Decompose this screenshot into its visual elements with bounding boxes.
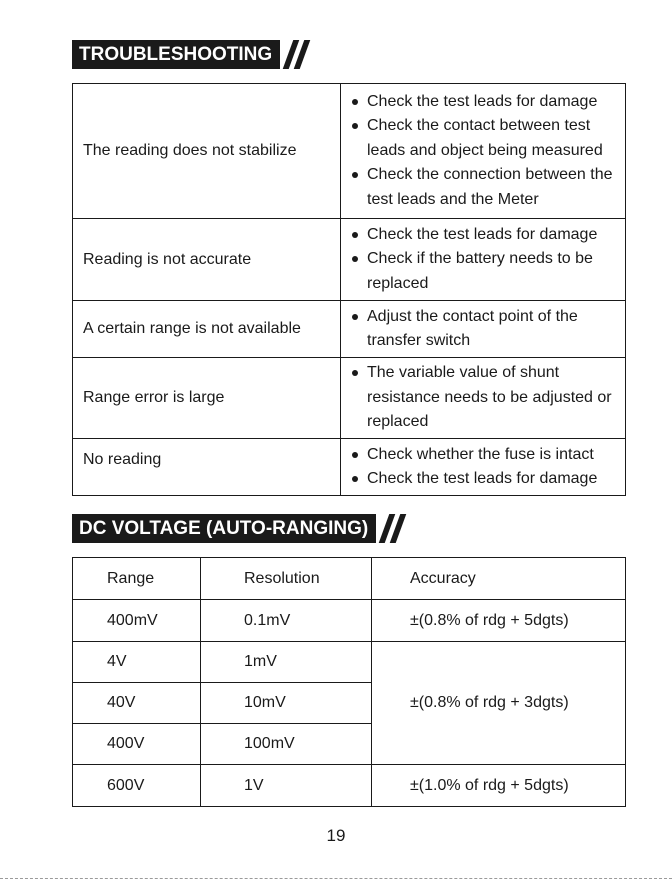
solution-cell [341, 439, 626, 496]
range-cell: 400mV [73, 600, 201, 642]
page-number: 19 [326, 826, 346, 845]
solution-list [351, 305, 619, 354]
solution-list [351, 361, 619, 434]
dc-voltage-title: DC VOLTAGE (AUTO-RANGING) [72, 514, 376, 543]
solution-list [351, 223, 619, 296]
resolution-cell: 1V [201, 765, 372, 807]
table-row [73, 358, 626, 439]
troubleshooting-title: TROUBLESHOOTING [72, 40, 280, 69]
table-header-row [73, 558, 626, 600]
solution-cell [341, 84, 626, 219]
accuracy-cell: ±(0.8% of rdg + 3dgts) [372, 642, 626, 765]
problem-cell: Range error is large [73, 358, 341, 439]
solution-list [351, 90, 619, 212]
solution-item: Check the contact between test leads and object being measured [351, 114, 619, 163]
range-cell: 600V [73, 765, 201, 807]
header-accuracy: Accuracy [372, 558, 626, 600]
table-row [73, 642, 626, 683]
problem-cell: The reading does not stabilize [73, 84, 341, 219]
resolution-cell: 0.1mV [201, 600, 372, 642]
table-row [73, 84, 626, 219]
dc-voltage-heading [72, 514, 406, 543]
solution-item: Check the connection between the test leads and the Meter [351, 163, 619, 212]
heading-slash-decoration [288, 40, 310, 69]
table-row [73, 219, 626, 301]
resolution-cell: 10mV [201, 683, 372, 724]
dc-voltage-table [72, 557, 626, 807]
resolution-cell: 1mV [201, 642, 372, 683]
table-row [73, 301, 626, 358]
accuracy-cell: ±(0.8% of rdg + 5dgts) [372, 600, 626, 642]
solution-item: Check the test leads for damage [351, 223, 619, 247]
problem-cell: Reading is not accurate [73, 219, 341, 301]
table-row [73, 765, 626, 807]
troubleshooting-heading [72, 40, 310, 69]
problem-cell: No reading [73, 439, 341, 496]
solution-cell [341, 219, 626, 301]
solution-cell [341, 301, 626, 358]
accuracy-cell: ±(1.0% of rdg + 5dgts) [372, 765, 626, 807]
solution-cell [341, 358, 626, 439]
table-row [73, 600, 626, 642]
range-cell: 4V [73, 642, 201, 683]
resolution-cell: 100mV [201, 724, 372, 765]
troubleshooting-table [72, 83, 626, 496]
problem-cell: A certain range is not available [73, 301, 341, 358]
solution-item: Check the test leads for damage [351, 467, 619, 491]
solution-list [351, 443, 619, 492]
header-resolution: Resolution [201, 558, 372, 600]
solution-item: The variable value of shunt resistance needs to be adjusted or replaced [351, 361, 619, 434]
header-range: Range [73, 558, 201, 600]
range-cell: 400V [73, 724, 201, 765]
page-edge-divider [0, 878, 672, 879]
table-row [73, 439, 626, 496]
heading-slash-decoration [384, 514, 406, 543]
solution-item: Check whether the fuse is intact [351, 443, 619, 467]
solution-item: Adjust the contact point of the transfer switch [351, 305, 619, 354]
solution-item: Check the test leads for damage [351, 90, 619, 114]
range-cell: 40V [73, 683, 201, 724]
solution-item: Check if the battery needs to be replaced [351, 247, 619, 296]
